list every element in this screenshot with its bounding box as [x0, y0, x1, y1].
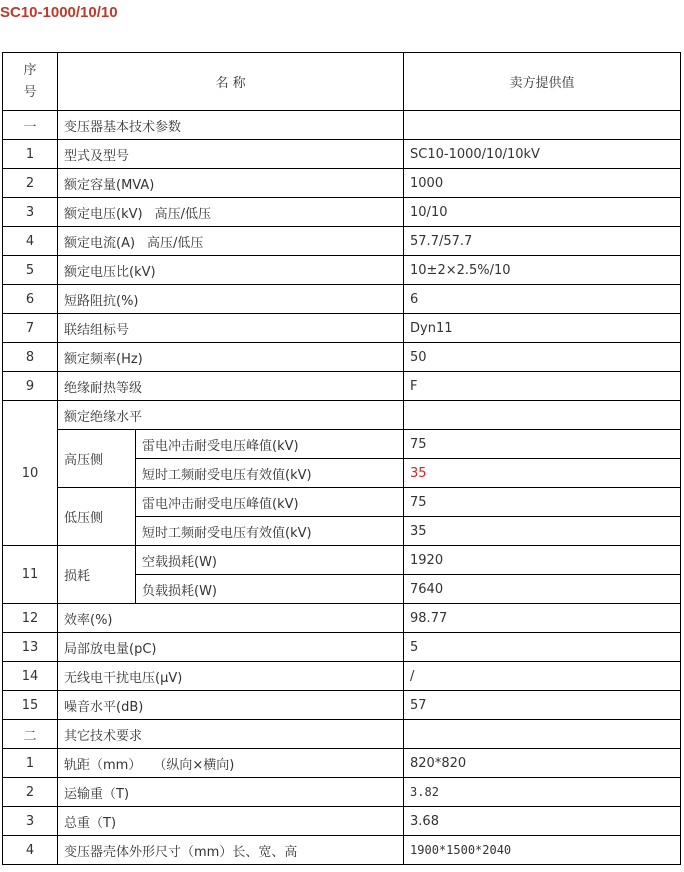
- row-num: 2: [3, 169, 58, 198]
- row-num: 8: [3, 343, 58, 372]
- row-name: 其它技术要求: [58, 720, 404, 749]
- table-row: [3, 285, 681, 314]
- row-name: 额定电流(A) 高压/低压: [58, 227, 404, 256]
- sub-row-name: 空载损耗(W): [136, 546, 404, 575]
- row-value: 75: [404, 430, 681, 459]
- row-value: 1000: [404, 169, 681, 198]
- table-row: [3, 227, 681, 256]
- table-row: [3, 430, 681, 459]
- row-name: 绝缘耐热等级: [58, 372, 404, 401]
- row-value: F: [404, 372, 681, 401]
- sub-row-name: 雷电冲击耐受电压峰值(kV): [136, 430, 404, 459]
- row-name: 额定容量(MVA): [58, 169, 404, 198]
- row-num: 6: [3, 285, 58, 314]
- row-num: 13: [3, 633, 58, 662]
- row-value: 5: [404, 633, 681, 662]
- row-name: 总重（T): [58, 807, 404, 836]
- table-row: [3, 633, 681, 662]
- row-name: 轨距（mm） （纵向×横向): [58, 749, 404, 778]
- row-value: 10/10: [404, 198, 681, 227]
- table-row: [3, 401, 681, 430]
- row-value: 75: [404, 488, 681, 517]
- row-value: /: [404, 662, 681, 691]
- row-name: 联结组标号: [58, 314, 404, 343]
- row-num: 15: [3, 691, 58, 720]
- row-name: 无线电干扰电压(μV): [58, 662, 404, 691]
- section-row-basic: [3, 111, 681, 140]
- row-name: 效率(%): [58, 604, 404, 633]
- row-value: 3.68: [404, 807, 681, 836]
- table-row: [3, 807, 681, 836]
- row-value: 820*820: [404, 749, 681, 778]
- table-row: [3, 198, 681, 227]
- table-row: [3, 314, 681, 343]
- row-name: 额定电压(kV) 高压/低压: [58, 198, 404, 227]
- row-name: 运输重（T): [58, 778, 404, 807]
- sub-row-name: 负载损耗(W): [136, 575, 404, 604]
- row-num: 1: [3, 749, 58, 778]
- row-num: 12: [3, 604, 58, 633]
- table-row: [3, 691, 681, 720]
- header-name: 名 称: [58, 53, 404, 111]
- row-name: 噪音水平(dB): [58, 691, 404, 720]
- row-num: 9: [3, 372, 58, 401]
- table-row: [3, 372, 681, 401]
- row-value: 50: [404, 343, 681, 372]
- row-num: 4: [3, 227, 58, 256]
- table-row: [3, 488, 681, 517]
- row-value: 35: [404, 517, 681, 546]
- sub-row-name: 短时工频耐受电压有效值(kV): [136, 459, 404, 488]
- row-num: 5: [3, 256, 58, 285]
- row-name: 额定绝缘水平: [58, 401, 404, 430]
- section-row-other: [3, 720, 681, 749]
- header-seq: 序 号: [3, 53, 58, 111]
- row-name: 额定频率(Hz): [58, 343, 404, 372]
- row-num: 3: [3, 198, 58, 227]
- row-num: 2: [3, 778, 58, 807]
- row-name: 局部放电量(pC): [58, 633, 404, 662]
- row-value: 98.77: [404, 604, 681, 633]
- row-num: 11: [3, 546, 58, 604]
- row-num: 7: [3, 314, 58, 343]
- row-value: [404, 720, 681, 749]
- row-value: 7640: [404, 575, 681, 604]
- document-title: SC10-1000/10/10: [0, 4, 118, 21]
- sub-row-name: 短时工频耐受电压有效值(kV): [136, 517, 404, 546]
- table-row: [3, 778, 681, 807]
- row-num: 4: [3, 836, 58, 865]
- row-value: 1920: [404, 546, 681, 575]
- row-name: 短路阻抗(%): [58, 285, 404, 314]
- row-name: 变压器壳体外形尺寸（mm）长、宽、高: [58, 836, 404, 865]
- row-num: 1: [3, 140, 58, 169]
- row-value: 10±2×2.5%/10: [404, 256, 681, 285]
- table-row: [3, 140, 681, 169]
- table-row: [3, 662, 681, 691]
- table-row: [3, 546, 681, 575]
- lv-side-label: 低压侧: [58, 488, 136, 546]
- sub-row-name: 雷电冲击耐受电压峰值(kV): [136, 488, 404, 517]
- table-row: [3, 169, 681, 198]
- row-num: 3: [3, 807, 58, 836]
- row-name: 型式及型号: [58, 140, 404, 169]
- row-num: 10: [3, 401, 58, 546]
- table-row: [3, 836, 681, 865]
- spec-table: [2, 52, 681, 865]
- row-value: 1900*1500*2040: [404, 836, 681, 865]
- row-num: 一: [3, 111, 58, 140]
- row-num: 二: [3, 720, 58, 749]
- row-value: Dyn11: [404, 314, 681, 343]
- row-value: 6: [404, 285, 681, 314]
- row-value-highlighted: 35: [404, 459, 681, 488]
- header-value: 卖方提供值: [404, 53, 681, 111]
- row-value: 3.82: [404, 778, 681, 807]
- row-value: [404, 401, 681, 430]
- row-value: [404, 111, 681, 140]
- table-row: [3, 343, 681, 372]
- table-row: [3, 749, 681, 778]
- row-name: 变压器基本技术参数: [58, 111, 404, 140]
- row-value: 57.7/57.7: [404, 227, 681, 256]
- hv-side-label: 高压侧: [58, 430, 136, 488]
- row-value: SC10-1000/10/10kV: [404, 140, 681, 169]
- row-num: 14: [3, 662, 58, 691]
- table-header-row: [3, 53, 681, 111]
- table-row: [3, 256, 681, 285]
- table-row: [3, 604, 681, 633]
- row-name: 额定电压比(kV): [58, 256, 404, 285]
- row-value: 57: [404, 691, 681, 720]
- row-name: 损耗: [58, 546, 136, 604]
